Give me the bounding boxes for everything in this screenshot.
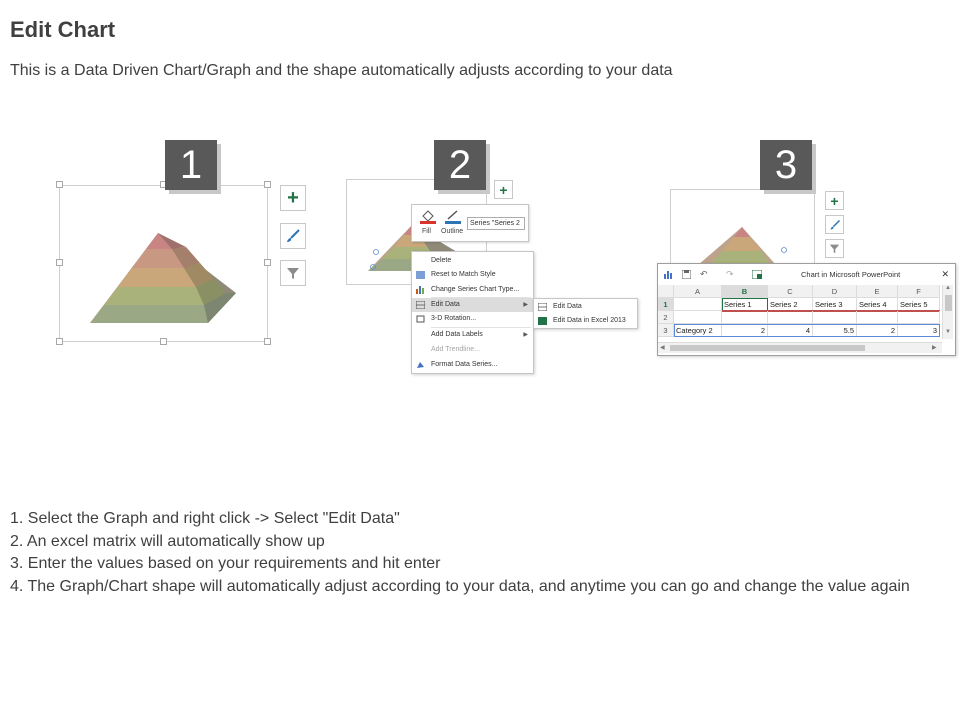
format-mini-toolbar — [411, 204, 529, 242]
column-header-e[interactable]: E — [857, 285, 898, 298]
context-menu — [411, 251, 534, 374]
cell-d1[interactable]: Series 3 — [813, 298, 857, 311]
resize-handle[interactable] — [56, 338, 63, 345]
scroll-thumb[interactable] — [670, 345, 865, 351]
chart-styles-button[interactable] — [825, 215, 844, 234]
column-header-f[interactable]: F — [898, 285, 940, 298]
resize-handle[interactable] — [264, 259, 271, 266]
menu-item-label: 3-D Rotation... — [431, 315, 477, 322]
menu-item-label: Edit Data — [431, 301, 460, 308]
cell-a3[interactable]: Category 2 — [674, 324, 722, 337]
menu-item-label: Delete — [431, 257, 452, 264]
edit-data-icon — [416, 301, 425, 309]
page-subtitle: This is a Data Driven Chart/Graph and the shape automatically adjusts according to your data — [10, 62, 673, 79]
chart-styles-button[interactable] — [280, 223, 306, 249]
scroll-up-icon[interactable]: ▲ — [945, 285, 951, 291]
paintbrush-icon — [285, 228, 301, 244]
menu-item-label: Format Data Series... — [431, 361, 498, 368]
submenu-arrow-icon: ▶ — [523, 332, 528, 338]
resize-handle[interactable] — [160, 338, 167, 345]
menu-item-label: Add Trendline... — [431, 346, 481, 353]
bar-chart-icon — [416, 286, 425, 294]
fill-bucket-icon[interactable] — [419, 208, 437, 224]
fill-label: Fill — [422, 228, 431, 235]
chart-icon — [664, 270, 674, 279]
menu-item-label: Edit Data in Excel 2013 — [553, 317, 626, 324]
chart-elements-button[interactable] — [825, 191, 844, 210]
redo-icon[interactable]: ↷ — [726, 269, 734, 279]
excel-icon — [538, 317, 547, 325]
scroll-thumb[interactable] — [945, 295, 952, 311]
cell-e1[interactable]: Series 4 — [857, 298, 898, 311]
cell-b3[interactable]: 2 — [722, 324, 768, 337]
cell-a2[interactable] — [674, 311, 722, 324]
scroll-left-icon[interactable]: ◀ — [660, 345, 665, 351]
scroll-right-icon[interactable]: ▶ — [932, 345, 937, 351]
reset-style-icon — [416, 271, 425, 279]
menu-item-label: Add Data Labels — [431, 331, 483, 338]
outline-label: Outline — [441, 228, 464, 235]
scroll-down-icon[interactable]: ▼ — [945, 329, 951, 335]
instruction-step-2: 2. An excel matrix will automatically show up — [10, 532, 325, 550]
edit-data-submenu — [533, 298, 638, 329]
instruction-step-3: 3. Enter the values based on your requirements and hit enter — [10, 555, 441, 572]
horizontal-scrollbar[interactable] — [658, 342, 942, 353]
resize-handle[interactable] — [56, 181, 63, 188]
menu-item-label: Change Series Chart Type... — [431, 286, 520, 293]
cell-b1[interactable]: Series 1 — [722, 298, 768, 311]
menu-item-add-data-labels[interactable] — [412, 328, 533, 342]
rotation-icon — [416, 315, 425, 323]
excel-window-title: Chart in Microsoft PowerPoint — [801, 270, 901, 279]
cell-f1[interactable]: Series 5 — [898, 298, 940, 311]
step-3-badge: 3 — [760, 140, 812, 190]
menu-item-delete[interactable] — [412, 254, 533, 268]
data-range-outline — [674, 324, 940, 337]
menu-item-edit-data[interactable] — [412, 298, 533, 312]
excel-title-bar — [658, 264, 955, 285]
instruction-step-4: 4. The Graph/Chart shape will automatically adjust according to your data, and anytime you can go and change the value again — [10, 577, 910, 595]
cell-d2[interactable] — [813, 311, 857, 324]
column-header-a[interactable]: A — [674, 285, 722, 298]
chart-filters-button[interactable] — [280, 260, 306, 286]
cell-e2[interactable] — [857, 311, 898, 324]
menu-item-label: Edit Data — [553, 303, 582, 310]
excel-data-window — [657, 263, 956, 356]
resize-handle[interactable] — [264, 181, 271, 188]
row-header-1[interactable]: 1 — [658, 298, 674, 311]
row-header-3[interactable]: 3 — [658, 324, 674, 337]
menu-item-change-chart-type[interactable] — [412, 283, 533, 297]
chart-elements-button[interactable] — [280, 185, 306, 211]
format-series-icon — [416, 361, 425, 369]
plus-icon: + — [499, 181, 508, 198]
cell-c2[interactable] — [768, 311, 813, 324]
page-title: Edit Chart — [10, 17, 116, 42]
filter-icon — [829, 243, 840, 254]
save-icon[interactable] — [682, 270, 691, 279]
menu-item-add-trendline — [412, 343, 533, 357]
instruction-step-1: 1. Select the Graph and right click -> Select "Edit Data" — [10, 510, 400, 527]
edit-in-excel-icon[interactable] — [752, 270, 762, 279]
resize-handle[interactable] — [56, 259, 63, 266]
plus-icon: + — [830, 192, 839, 209]
edit-data-icon — [538, 303, 547, 311]
series-selector-value: Series "Series 2 — [470, 220, 520, 227]
pyramid-chart-icon[interactable] — [90, 233, 238, 325]
resize-handle[interactable] — [264, 338, 271, 345]
menu-item-3d-rotation[interactable] — [412, 312, 533, 326]
chart-filters-button[interactable] — [825, 239, 844, 258]
undo-icon[interactable]: ↶ — [700, 269, 708, 279]
menu-item-reset-style[interactable] — [412, 268, 533, 282]
submenu-arrow-icon: ▶ — [523, 302, 528, 308]
cell-d3[interactable]: 5.5 — [813, 324, 857, 337]
step-1-badge: 1 — [165, 140, 217, 190]
step-2-badge: 2 — [434, 140, 486, 190]
cell-b2[interactable] — [722, 311, 768, 324]
cell-f2[interactable] — [898, 311, 940, 324]
submenu-item-edit-data[interactable] — [534, 300, 637, 314]
close-icon[interactable]: ✕ — [941, 269, 949, 279]
chart-elements-button[interactable] — [494, 180, 513, 199]
cell-e3[interactable]: 2 — [857, 324, 898, 337]
cell-c3[interactable]: 4 — [768, 324, 813, 337]
menu-item-format-data-series[interactable] — [412, 358, 533, 372]
column-header-b[interactable]: B — [722, 285, 768, 298]
submenu-item-edit-in-excel[interactable] — [534, 314, 637, 328]
plus-icon: + — [287, 187, 299, 209]
cell-c1[interactable]: Series 2 — [768, 298, 813, 311]
vertical-scrollbar[interactable] — [942, 285, 953, 339]
corner-cell[interactable] — [658, 285, 674, 298]
cell-a1[interactable] — [674, 298, 722, 311]
pyramid-chart-icon[interactable] — [692, 227, 788, 265]
paintbrush-icon — [829, 219, 841, 231]
filter-icon — [286, 266, 300, 280]
column-header-d[interactable]: D — [813, 285, 857, 298]
outline-pen-icon[interactable] — [444, 208, 462, 224]
menu-item-label: Reset to Match Style — [431, 271, 496, 278]
series-selector[interactable] — [467, 217, 525, 230]
instructions-list — [10, 508, 940, 598]
row-header-2[interactable]: 2 — [658, 311, 674, 324]
cell-f3[interactable]: 3 — [898, 324, 940, 337]
column-header-c[interactable]: C — [768, 285, 813, 298]
